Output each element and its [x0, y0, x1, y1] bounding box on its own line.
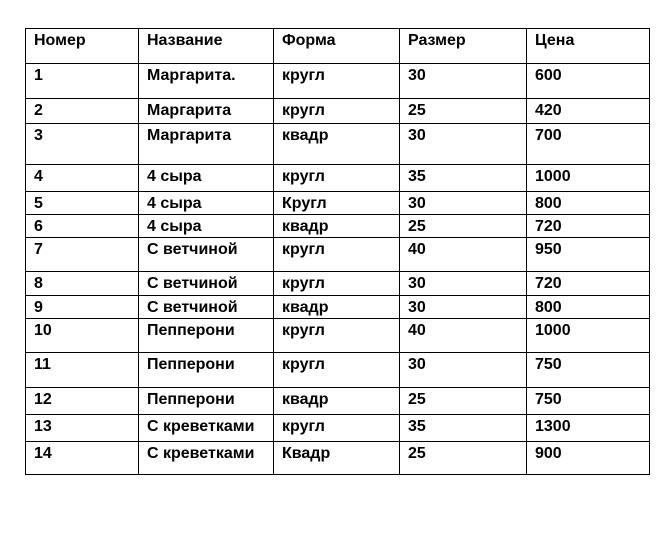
cell-shape: кругл: [274, 99, 400, 124]
cell-price: 900: [527, 442, 650, 475]
cell-number: 9: [26, 296, 139, 319]
cell-price: 720: [527, 272, 650, 296]
header-cell-size: Размер: [400, 29, 527, 64]
cell-size: 30: [400, 272, 527, 296]
cell-size: 30: [400, 296, 527, 319]
cell-price: 950: [527, 238, 650, 272]
cell-shape: квадр: [274, 388, 400, 415]
cell-size: 25: [400, 215, 527, 238]
table-row: [26, 388, 650, 415]
table-row: [26, 272, 650, 296]
cell-shape: квадр: [274, 296, 400, 319]
cell-name: С креветками: [139, 442, 274, 475]
cell-size: 30: [400, 124, 527, 165]
table-row: [26, 296, 650, 319]
cell-number: 6: [26, 215, 139, 238]
table-row: [26, 319, 650, 353]
cell-name: С креветками: [139, 415, 274, 442]
cell-price: 1000: [527, 319, 650, 353]
cell-shape: квадр: [274, 124, 400, 165]
cell-shape: кругл: [274, 165, 400, 192]
cell-number: 13: [26, 415, 139, 442]
cell-size: 40: [400, 238, 527, 272]
cell-number: 11: [26, 353, 139, 388]
cell-name: Пепперони: [139, 353, 274, 388]
table-row: [26, 415, 650, 442]
cell-number: 7: [26, 238, 139, 272]
cell-number: 12: [26, 388, 139, 415]
cell-name: 4 сыра: [139, 192, 274, 215]
table-row: [26, 353, 650, 388]
cell-number: 4: [26, 165, 139, 192]
table-row: [26, 442, 650, 475]
cell-price: 720: [527, 215, 650, 238]
cell-price: 420: [527, 99, 650, 124]
cell-name: Пепперони: [139, 319, 274, 353]
table-row: [26, 99, 650, 124]
cell-number: 3: [26, 124, 139, 165]
cell-name: Маргарита: [139, 124, 274, 165]
cell-shape: кругл: [274, 238, 400, 272]
cell-shape: кругл: [274, 64, 400, 99]
cell-shape: кругл: [274, 319, 400, 353]
cell-size: 25: [400, 442, 527, 475]
cell-shape: квадр: [274, 215, 400, 238]
table-row: [26, 192, 650, 215]
cell-name: 4 сыра: [139, 215, 274, 238]
cell-price: 800: [527, 296, 650, 319]
table-row: [26, 238, 650, 272]
header-cell-number: Номер: [26, 29, 139, 64]
cell-name: 4 сыра: [139, 165, 274, 192]
cell-number: 8: [26, 272, 139, 296]
header-cell-name: Название: [139, 29, 274, 64]
header-cell-shape: Форма: [274, 29, 400, 64]
cell-shape: кругл: [274, 272, 400, 296]
cell-size: 25: [400, 99, 527, 124]
cell-size: 35: [400, 415, 527, 442]
cell-price: 750: [527, 353, 650, 388]
cell-name: С ветчиной: [139, 272, 274, 296]
cell-price: 800: [527, 192, 650, 215]
header-cell-price: Цена: [527, 29, 650, 64]
pizza-price-table: [25, 28, 650, 475]
table-row: [26, 215, 650, 238]
cell-size: 30: [400, 192, 527, 215]
cell-number: 14: [26, 442, 139, 475]
cell-size: 35: [400, 165, 527, 192]
cell-number: 1: [26, 64, 139, 99]
cell-shape: кругл: [274, 353, 400, 388]
cell-number: 2: [26, 99, 139, 124]
cell-size: 30: [400, 353, 527, 388]
cell-name: С ветчиной: [139, 238, 274, 272]
cell-size: 40: [400, 319, 527, 353]
cell-shape: кругл: [274, 415, 400, 442]
cell-name: Пепперони: [139, 388, 274, 415]
table-header-row: [26, 29, 650, 64]
cell-price: 1300: [527, 415, 650, 442]
cell-name: Маргарита.: [139, 64, 274, 99]
cell-price: 600: [527, 64, 650, 99]
table-row: [26, 64, 650, 99]
cell-shape: Кругл: [274, 192, 400, 215]
cell-price: 750: [527, 388, 650, 415]
cell-name: С ветчиной: [139, 296, 274, 319]
cell-name: Маргарита: [139, 99, 274, 124]
cell-price: 1000: [527, 165, 650, 192]
cell-shape: Квадр: [274, 442, 400, 475]
table-row: [26, 165, 650, 192]
table-row: [26, 124, 650, 165]
cell-size: 30: [400, 64, 527, 99]
cell-size: 25: [400, 388, 527, 415]
cell-number: 10: [26, 319, 139, 353]
cell-price: 700: [527, 124, 650, 165]
cell-number: 5: [26, 192, 139, 215]
